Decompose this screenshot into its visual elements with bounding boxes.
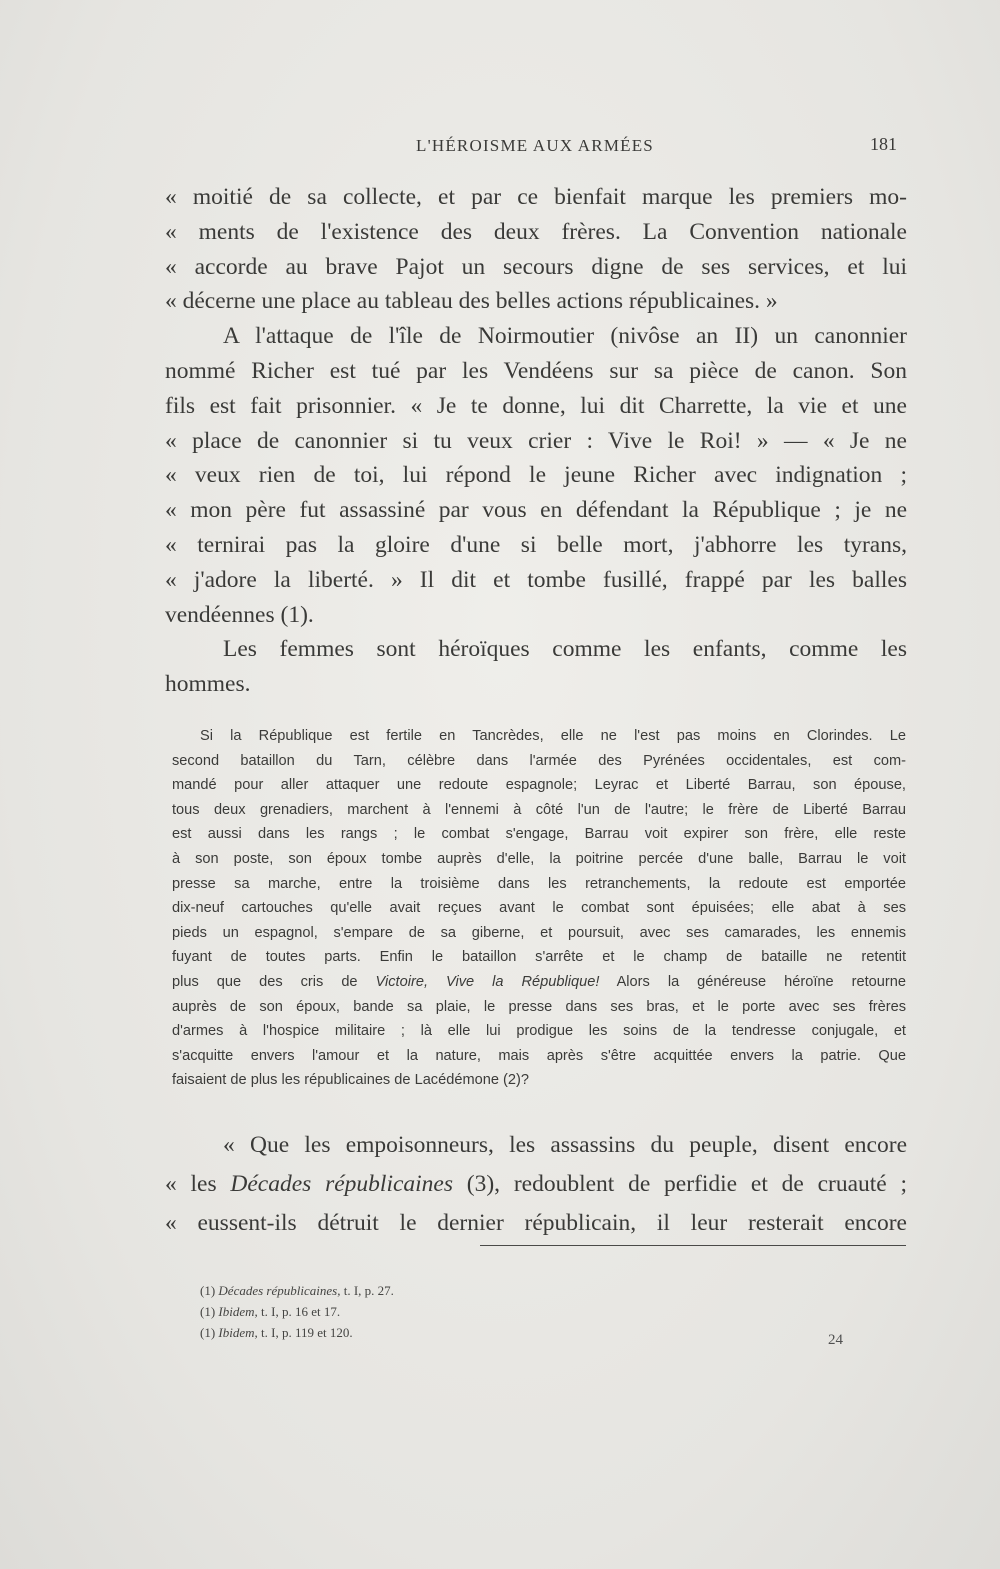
page-number: 181 bbox=[870, 134, 897, 154]
text-line: « Que les empoisonneurs, les assassins du peuple, disent encore bbox=[223, 1132, 907, 1158]
quote-line: d'armes à l'hospice militaire ; là elle lui prodigue les soins de la tendresse conjugale, et bbox=[172, 1023, 906, 1040]
quote-line: tous deux grenadiers, marchent à l'ennemi à côté l'un de l'autre; le frère de Liberté Barrau bbox=[172, 801, 906, 818]
quote-text bbox=[428, 974, 446, 990]
text-italic: Décades républicaines bbox=[230, 1171, 454, 1197]
quote-text: Alors la généreuse héroïne retourne bbox=[599, 973, 906, 990]
text-span: (3), redoublent de perfidie et de cruauté ; bbox=[453, 1171, 908, 1197]
text-line: « j'adore la liberté. » Il dit et tombe fusillé, frappé par les balles bbox=[165, 566, 907, 593]
quoted-passage bbox=[172, 724, 906, 1093]
footnote-number: (1) bbox=[200, 1304, 219, 1319]
footnote bbox=[200, 1280, 394, 1301]
main-text-block bbox=[165, 180, 907, 702]
quote-line: mandé pour aller attaquer une redoute espagnole; Leyrac et Liberté Barrau, son épouse, bbox=[172, 777, 906, 794]
text-line: « eussent-ils détruit le dernier républicain, il leur resterait encore bbox=[165, 1210, 907, 1236]
quote-italic: Victoire, bbox=[375, 973, 429, 990]
quote-line: à son poste, son époux tombe auprès d'elle, la poitrine percée d'une balle, Barrau le voit bbox=[172, 850, 906, 867]
text-line: « place de canonnier si tu veux crier : Vive le Roi! » — « Je ne bbox=[165, 427, 907, 454]
text-line: « moitié de sa collecte, et par ce bienfait marque les premiers mo- bbox=[165, 184, 907, 210]
footnote-number: (1) bbox=[200, 1325, 219, 1340]
running-title: L'HÉROISME AUX ARMÉES bbox=[416, 136, 654, 155]
quote-italic: Vive la République! bbox=[446, 973, 600, 990]
footnote bbox=[200, 1322, 394, 1343]
footnote-number: (1) bbox=[200, 1283, 219, 1298]
quote-line: Si la République est fertile en Tancrèdes, elle ne l'est pas moins en Clorindes. Le bbox=[200, 728, 906, 744]
text-line: Les femmes sont héroïques comme les enfants, comme les bbox=[223, 636, 907, 663]
footnotes bbox=[200, 1280, 394, 1343]
footnote-source: Ibidem, bbox=[218, 1325, 258, 1340]
quote-line: auprès de son époux, bande sa plaie, le presse dans ses bras, et le porte avec ses frères bbox=[172, 998, 906, 1015]
footnote bbox=[200, 1301, 394, 1322]
quote-line: second bataillon du Tarn, célèbre dans l'armée des Pyrénées occidentales, est com- bbox=[172, 752, 906, 769]
text-line: « ternirai pas la gloire d'une si belle mort, j'abhorre les tyrans, bbox=[165, 531, 907, 558]
quote-line-italics bbox=[172, 970, 906, 995]
quote-line: s'acquitte envers l'amour et la nature, mais après s'être acquittée envers la patrie. Que bbox=[172, 1047, 906, 1064]
quote-line: dix-neuf cartouches qu'elle avait reçues avant le combat sont épuisées; elle abat à ses bbox=[172, 900, 906, 917]
main-text-block-continued bbox=[165, 1126, 907, 1243]
footnote-ref: t. I, p. 119 et 120. bbox=[257, 1325, 353, 1340]
quote-line: presse sa marche, entre la troisième dans les retranchements, la redoute est emportée bbox=[172, 875, 906, 892]
text-span: « les bbox=[165, 1171, 231, 1197]
footnote-source: Ibidem, bbox=[218, 1304, 258, 1319]
text-line: hommes. bbox=[165, 671, 251, 698]
text-line-italics bbox=[165, 1165, 907, 1204]
text-line: A l'attaque de l'île de Noirmoutier (nivôse an II) un canonnier bbox=[223, 323, 907, 350]
text-line: « décerne une place au tableau des belles actions républicaines. » bbox=[165, 288, 778, 315]
footnote-rule bbox=[480, 1245, 906, 1246]
quote-text: plus que des cris de bbox=[172, 973, 376, 990]
text-line: vendéennes (1). bbox=[165, 601, 314, 628]
footnote-ref: t. I, p. 16 et 17. bbox=[257, 1304, 341, 1319]
quote-line: pieds un espagnol, s'empare de sa giberne, et poursuit, avec ses camarades, les ennemis bbox=[172, 924, 906, 941]
quote-line: est aussi dans les rangs ; le combat s'engage, Barrau voit expirer son frère, elle reste bbox=[172, 826, 906, 843]
text-line: nommé Richer est tué par les Vendéens sur sa pièce de canon. Son bbox=[165, 357, 907, 384]
text-line: « veux rien de toi, lui répond le jeune Richer avec indignation ; bbox=[165, 462, 907, 489]
text-line: « mon père fut assassiné par vous en défendant la République ; je ne bbox=[165, 497, 907, 524]
signature-mark: 24 bbox=[828, 1332, 843, 1348]
footnote-ref: t. I, p. 27. bbox=[340, 1283, 394, 1298]
quote-line: fuyant de toutes parts. Enfin le bataillon s'arrête et le champ de bataille ne retentit bbox=[172, 949, 906, 966]
text-line: « ments de l'existence des deux frères. La Convention nationale bbox=[165, 218, 907, 245]
quote-line: faisaient de plus les républicaines de Lacédémone (2)? bbox=[172, 1072, 529, 1089]
text-line: fils est fait prisonnier. « Je te donne, lui dit Charrette, la vie et une bbox=[165, 392, 907, 419]
running-head bbox=[165, 132, 905, 162]
footnote-source: Décades républicaines, bbox=[218, 1283, 341, 1298]
text-line: « accorde au brave Pajot un secours digne de ses services, et lui bbox=[165, 253, 907, 280]
